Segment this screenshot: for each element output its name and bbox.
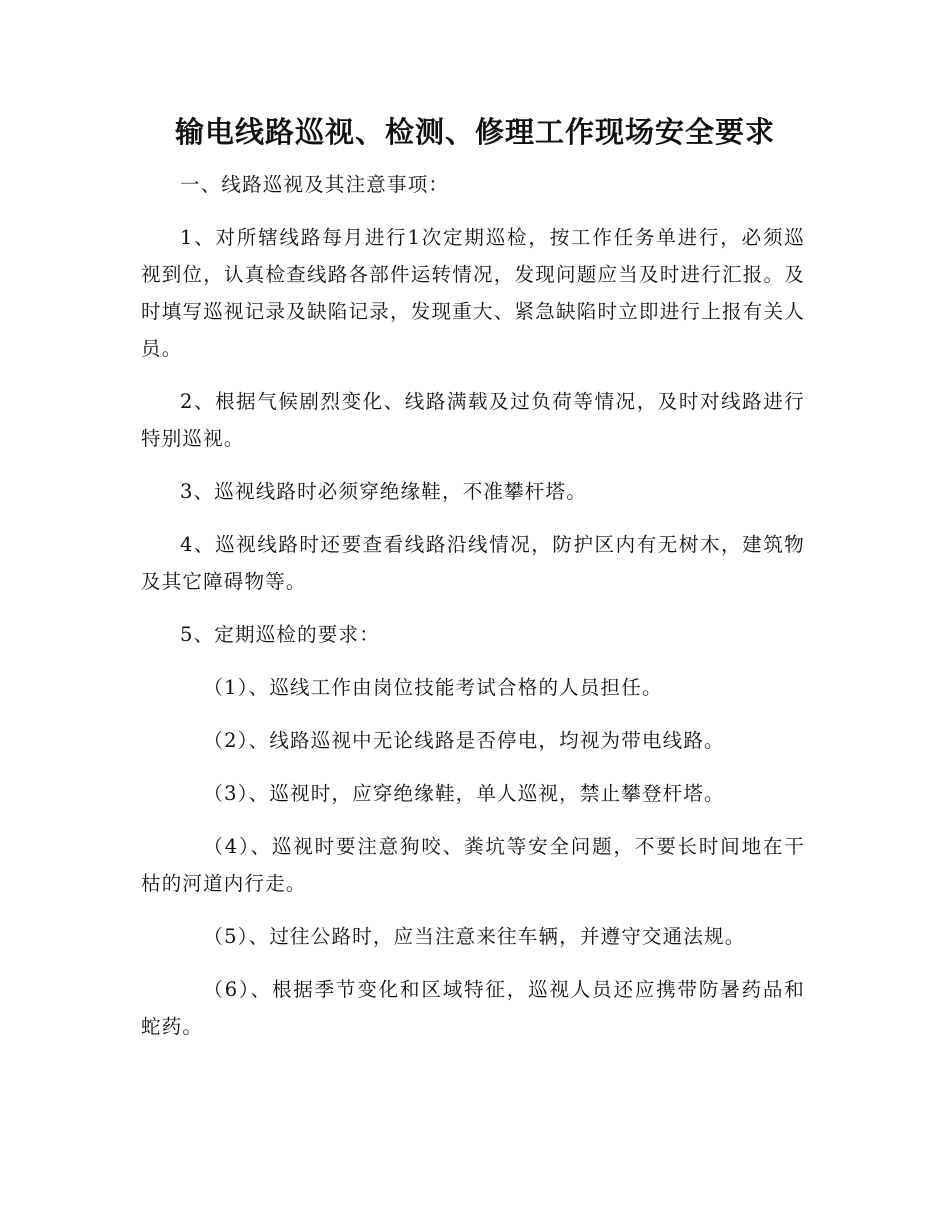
document-title: 输电线路巡视、检测、修理工作现场安全要求 bbox=[174, 115, 775, 149]
paragraph-item-5: 5、定期巡检的要求： bbox=[180, 623, 380, 646]
sub-item-5: （5）、过往公路时，应当注意来往车辆，并遵守交通法规。 bbox=[203, 925, 746, 948]
document-body bbox=[141, 166, 805, 1045]
paragraph-item-4: 4、巡视线路时还要查看线路沿线情况，防护区内有无树木，建筑物及其它障碍物等。 bbox=[141, 533, 805, 593]
paragraph-item-2: 2、根据气候剧烈变化、线路满载及过负荷等情况，及时对线路进行特别巡视。 bbox=[141, 390, 805, 450]
sub-item-6: （6）、根据季节变化和区域特征，巡视人员还应携带防暑药品和蛇药。 bbox=[141, 978, 805, 1038]
paragraph-item-1: 1、对所辖线路每月进行1次定期巡检，按工作任务单进行，必须巡视到位，认真检查线路各部件运转情况，发现问题应当及时进行汇报。及时填写巡视记录及缺陷记录，发现重大、紧急缺陷时立即进行上报有关人员。 bbox=[141, 226, 805, 360]
paragraph-item-3: 3、巡视线路时必须穿绝缘鞋，不准攀杆塔。 bbox=[180, 480, 587, 503]
section-heading: 一、线路巡视及其注意事项： bbox=[180, 173, 450, 196]
sub-item-4: （4）、巡视时要注意狗咬、粪坑等安全问题，不要长时间地在干枯的河道内行走。 bbox=[141, 835, 805, 895]
sub-item-1: （1）、巡线工作由岗位技能考试合格的人员担任。 bbox=[203, 676, 663, 699]
sub-item-3: （3）、巡视时，应穿绝缘鞋，单人巡视，禁止攀登杆塔。 bbox=[203, 782, 725, 805]
sub-item-2: （2）、线路巡视中无论线路是否停电，均视为带电线路。 bbox=[203, 729, 725, 752]
